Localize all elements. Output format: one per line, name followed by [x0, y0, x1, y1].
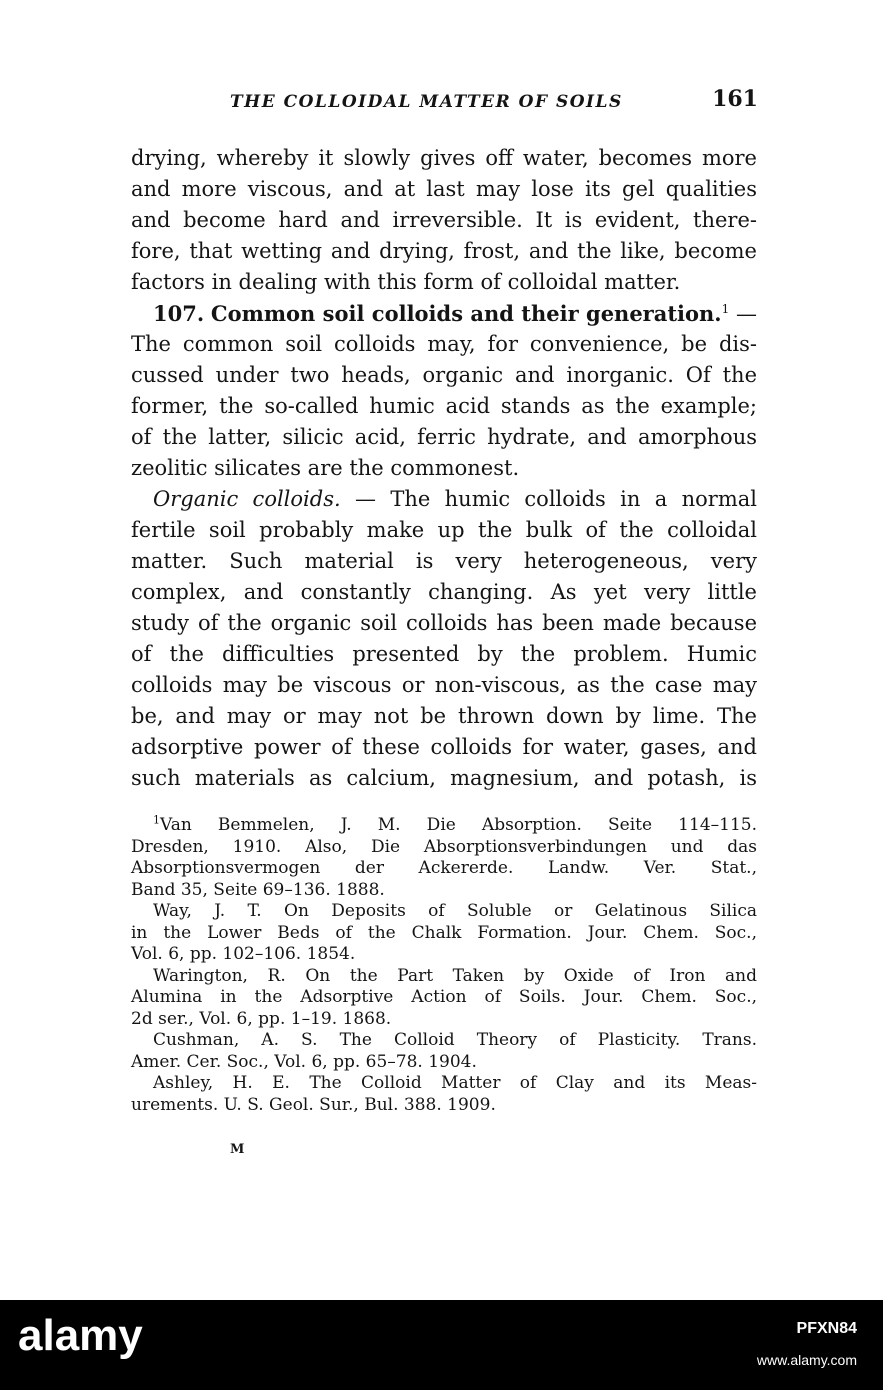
footnote-line: in the Lower Beds of the Chalk Formation. Jour. Chem. Soc., — [131, 922, 757, 943]
footnote-4 — [131, 1030, 757, 1073]
text-line: drying, whereby it slowly gives off water, becomes more — [131, 146, 757, 170]
text-line: fertile soil probably make up the bulk of the colloidal — [131, 518, 757, 542]
text-line: zeolitic silicates are the commonest. — [131, 456, 520, 480]
main-text — [131, 143, 757, 794]
text-line: complex, and constantly changing. As yet very little — [131, 580, 757, 604]
text-span: — The humic colloids in a normal — [340, 487, 757, 511]
footnote-line: Amer. Cer. Soc., Vol. 6, pp. 65–78. 1904. — [131, 1051, 477, 1072]
text-line: former, the so-called humic acid stands as the example; — [131, 394, 757, 418]
footnote-line: Way, J. T. On Deposits of Soluble or Gelatinous Silica — [153, 901, 757, 921]
alamy-logo-text: alamy — [18, 1311, 143, 1360]
paragraph-2 — [131, 298, 757, 484]
footnote-3 — [131, 966, 757, 1031]
text-line: matter. Such material is very heterogeneous, very — [131, 549, 757, 573]
text-line: adsorptive power of these colloids for water, gases, and — [131, 735, 757, 759]
signature-mark: M — [230, 1142, 245, 1157]
footnotes — [131, 815, 757, 1116]
watermark-url: www.alamy.com — [756, 1352, 857, 1368]
footnote-marker: 1 — [153, 813, 160, 827]
text-line: and more viscous, and at last may lose its gel qualities — [131, 177, 757, 201]
paragraph-3 — [131, 484, 757, 794]
footnote-1 — [131, 815, 757, 901]
section-heading: Common soil colloids and their generation. — [210, 301, 722, 326]
running-title: THE COLLOIDAL MATTER OF SOILS — [230, 92, 623, 112]
footnote-line: urements. U. S. Geol. Sur., Bul. 388. 1909. — [131, 1094, 496, 1115]
text-line: such materials as calcium, magnesium, and potash, is — [131, 766, 757, 790]
footnote-line: 2d ser., Vol. 6, pp. 1–19. 1868. — [131, 1008, 392, 1029]
alamy-logo — [18, 1308, 148, 1364]
footnote-line: Absorptionsvermogen der Ackererde. Landw. Ver. Stat., — [131, 858, 757, 878]
footnote-5 — [131, 1073, 757, 1116]
text-line: be, and may or may not be thrown down by lime. The — [131, 704, 757, 728]
text-line: The common soil colloids may, for convenience, be dis- — [131, 332, 757, 356]
footnote-line: Dresden, 1910. Also, Die Absorptionsverbindungen und das — [131, 836, 757, 857]
footnote-line: Band 35, Seite 69–136. 1888. — [131, 879, 385, 900]
alamy-logo-icon — [18, 1308, 148, 1364]
section-heading-line — [131, 298, 757, 329]
footnote-2 — [131, 901, 757, 966]
footnote-text: Van Bemmelen, J. M. Die Absorption. Seite 114–115. — [160, 815, 757, 835]
footnote-line: Warington, R. On the Part Taken by Oxide of Iron and — [153, 965, 757, 986]
heading-dash: — — [729, 302, 757, 326]
footnote-line: Ashley, H. E. The Colloid Matter of Clay and its Meas- — [153, 1073, 757, 1093]
subsection-label: Organic colloids. — [153, 487, 341, 511]
image-id: PFXN84 — [796, 1320, 857, 1337]
paragraph-1 — [131, 143, 757, 298]
text-line: of the difficulties presented by the problem. Humic — [131, 642, 757, 666]
text-line: of the latter, silicic acid, ferric hydrate, and amorphous — [131, 425, 757, 449]
footnote-line: Alumina in the Adsorptive Action of Soils. Jour. Chem. Soc., — [131, 987, 757, 1007]
watermark-bar — [0, 1300, 883, 1390]
text-line: study of the organic soil colloids has been made because — [131, 611, 757, 635]
running-header — [130, 86, 758, 120]
text-line: colloids may be viscous or non-viscous, as the case may — [131, 673, 757, 697]
text-line: cussed under two heads, organic and inorganic. Of the — [131, 363, 757, 387]
footnote-line — [131, 815, 757, 837]
section-number: 107. — [153, 301, 205, 326]
footnote-ref: 1 — [721, 302, 730, 316]
text-line: factors in dealing with this form of colloidal matter. — [131, 270, 681, 294]
footnote-line: Cushman, A. S. The Colloid Theory of Plasticity. Trans. — [153, 1030, 757, 1050]
text-line: fore, that wetting and drying, frost, and the like, become — [131, 239, 757, 263]
footnote-line: Vol. 6, pp. 102–106. 1854. — [131, 944, 356, 964]
text-line — [131, 484, 757, 515]
page-number: 161 — [712, 86, 758, 112]
text-line: and become hard and irreversible. It is evident, there- — [131, 208, 757, 232]
